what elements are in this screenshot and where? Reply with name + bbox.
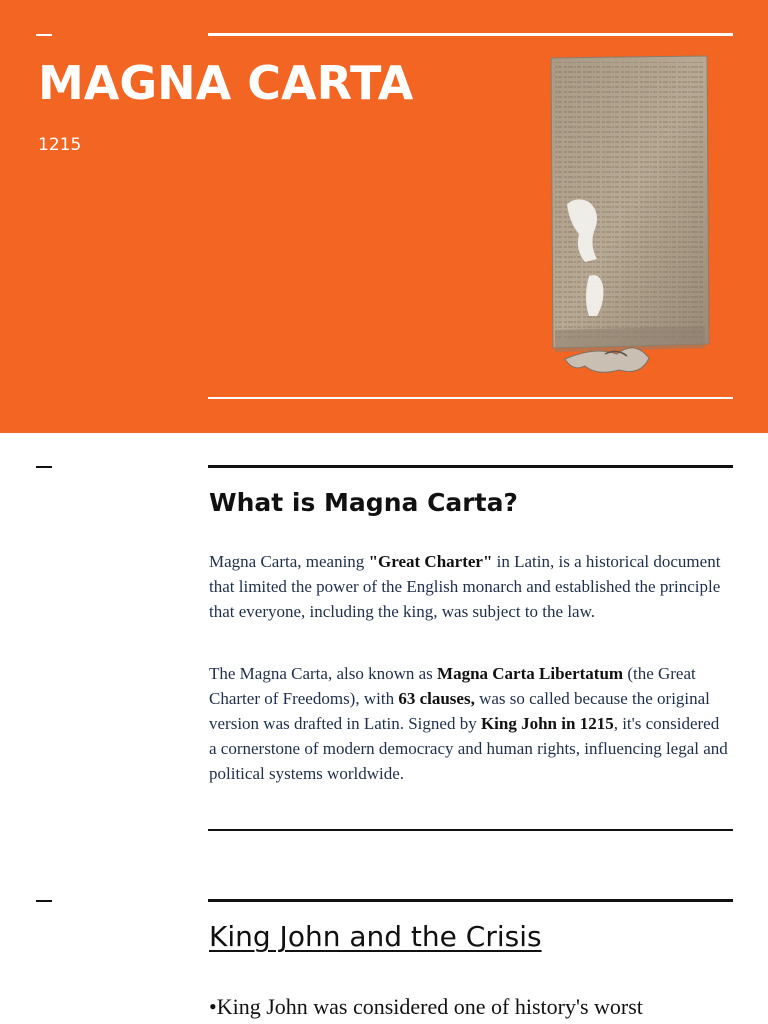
page-title: MAGNA CARTA <box>38 56 414 110</box>
bottom-divider <box>208 397 733 399</box>
paragraph-meaning: Magna Carta, meaning "Great Charter" in Latin, is a historical document that limited the power of the English monarch and established the principle that everyone, including the king, was subject to the law. <box>209 552 721 621</box>
page-subtitle: 1215 <box>38 135 82 155</box>
section-top-divider <box>208 465 733 468</box>
slide-marker <box>36 466 52 468</box>
bullet-item: •King John was considered one of history's worst <box>209 994 643 1019</box>
magna-carta-document-image <box>545 54 715 380</box>
section-bottom-divider <box>208 829 733 831</box>
slide-marker <box>36 34 52 36</box>
section-heading: What is Magna Carta? <box>209 488 518 517</box>
top-divider <box>208 33 733 36</box>
slide-marker <box>36 900 52 902</box>
section-heading: King John and the Crisis <box>209 920 542 953</box>
section-top-divider <box>208 899 733 902</box>
paragraph-history: The Magna Carta, also known as Magna Carta Libertatum (the Great Charter of Freedoms), with 63 clauses, was so called because the original version was drafted in Latin. Signed by King John in 1215, it's considered a cornerstone of modern democracy and human rights, influencing legal and political systems worldwide. <box>209 664 728 783</box>
